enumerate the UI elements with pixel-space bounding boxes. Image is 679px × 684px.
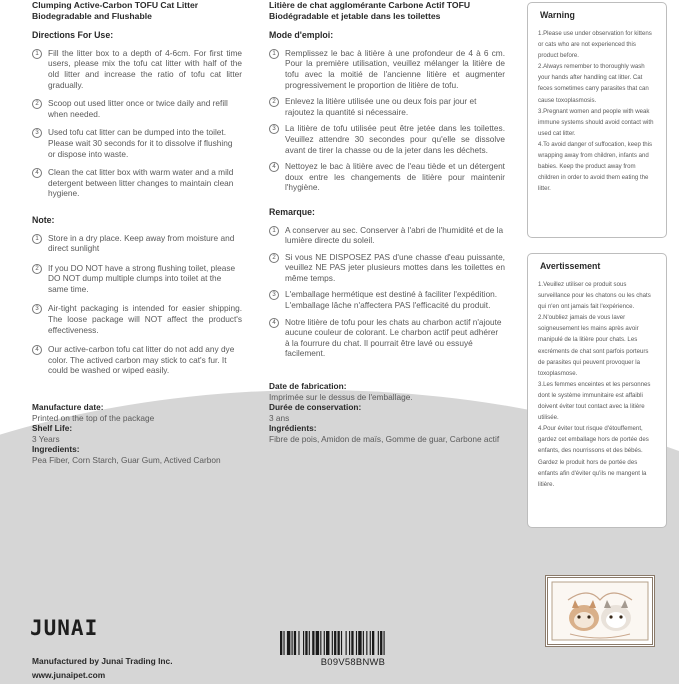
- barcode-bars-icon: [280, 631, 426, 655]
- cat-stamp-illustration: [545, 575, 655, 647]
- barcode-bar: [378, 631, 379, 655]
- avertissement-title: Avertissement: [540, 261, 601, 271]
- fr-ingredients-label: Ingrédients:: [269, 423, 317, 434]
- fr-shelf-value: 3 ans: [269, 412, 290, 423]
- fr-manufacture-value: Imprimée sur le dessus de l'emballage.: [269, 391, 413, 402]
- en-title-line2: Biodegradable and Flushable: [32, 10, 152, 21]
- en-note-text: Air-tight packaging is intended for easier shipping. The loose package will NOT affect the product's effectiveness.: [48, 303, 242, 335]
- barcode-bar: [384, 631, 385, 655]
- fr-direction-text: Enlevez la litière utilisée une ou deux fois par jour et rajoutez la quantité si nécessaire.: [285, 96, 477, 117]
- en-note-text: If you DO NOT have a strong flushing toilet, please DO NOT dump multiple clumps into toilet at the same time.: [48, 262, 236, 294]
- en-direction-text: Used tofu cat litter can be dumped into the toilet. Please wait 30 seconds for it to dissolve if flushing or dispose into waste.: [48, 127, 233, 159]
- barcode-bar: [356, 631, 357, 655]
- barcode: [280, 631, 426, 669]
- avertissement-item: 1.Veuillez utiliser ce produit sous surveillance pour les chatons ou les chats qui n'en ont jamais fait l'expérience.: [538, 281, 651, 311]
- english-column: [32, 0, 242, 466]
- barcode-bar: [380, 631, 382, 655]
- barcode-bar: [287, 631, 290, 655]
- en-direction-4: [32, 167, 242, 199]
- barcode-bar: [341, 631, 342, 655]
- website-text: www.junaipet.com: [32, 670, 106, 680]
- en-ingredients-value: Pea Fiber, Corn Starch, Guar Gum, Actived Carbon: [32, 455, 221, 465]
- avertissement-item: 2.N'oubliez jamais de vous laver soigneusement les mains après avoir manipulé de la litière pour chats. Les excréments de chat sont parfois porteurs de parasites qui peuvent provoquer la toxoplasmose.: [538, 314, 649, 377]
- fr-direction-3: [269, 123, 505, 155]
- en-direction-3: [32, 127, 242, 159]
- number-4-icon: 4: [269, 318, 279, 328]
- warning-title: Warning: [540, 10, 575, 20]
- en-directions-heading: Directions For Use:: [32, 30, 114, 41]
- warning-item: 3.Pregnant women and people with weak immune systems should avoid contact with used cat litter.: [538, 107, 654, 137]
- en-direction-text: Clean the cat litter box with warm water and a mild detergent between litter changes to maintain clean hygiene.: [48, 167, 234, 199]
- barcode-bar: [334, 631, 336, 655]
- avertissement-item: 4.Pour éviter tout risque d'étouffement, gardez cet emballage hors de portée des enfants, des nourrissons et des bébés. Gardez le produit hors de portée des enfants afin d'éviter qu'ils ne mangent la litière.: [538, 425, 649, 488]
- en-note-2: [32, 263, 242, 295]
- fr-direction-text: Nettoyez le bac à litière avec de l'eau tiède et un détergent doux entre les changements de litière pour maintenir l'hygiène.: [285, 161, 505, 193]
- number-1-icon: 1: [32, 234, 42, 244]
- barcode-bar: [280, 631, 282, 655]
- barcode-bar: [338, 631, 340, 655]
- number-2-icon: 2: [32, 264, 42, 274]
- junai-logo: JUNAI: [30, 616, 99, 640]
- barcode-bar: [349, 631, 350, 655]
- barcode-bar: [324, 631, 325, 655]
- en-note-3: [32, 303, 242, 335]
- fr-directions-heading: Mode d'emploi:: [269, 30, 334, 41]
- fr-direction-2: [269, 96, 505, 117]
- barcode-bar: [366, 631, 367, 655]
- french-column: [269, 0, 505, 445]
- barcode-number: B09V58BNWB: [320, 656, 386, 667]
- fr-note-text: A conserver au sec. Conserver à l'abri de l'humidité et de la lumière directe du soleil.: [285, 224, 504, 246]
- en-shelf-label: Shelf Life:: [32, 423, 73, 434]
- en-direction-2: [32, 98, 242, 119]
- warning-item: 4.To avoid danger of suffocation, keep this wrapping away from children, infants and babies. Keep the product away from children in order to avoid them eating the litter.: [538, 140, 653, 193]
- warning-item: 1.Please use under observation for kittens or cats who are not experienced this product before.: [538, 30, 652, 60]
- barcode-bar: [351, 631, 353, 655]
- number-1-icon: 1: [32, 49, 42, 59]
- fr-note-text: Si vous NE DISPOSEZ PAS d'une chasse d'eau puissante, veuillez NE PAS jeter plusieurs mottes dans les toilettes en même temps.: [285, 251, 505, 283]
- barcode-bar: [358, 631, 361, 655]
- fr-title-line1: Litière de chat agglomérante Carbone Actif TOFU: [269, 0, 471, 10]
- fr-direction-4: [269, 161, 505, 193]
- barcode-bar: [292, 631, 293, 655]
- en-direction-text: Scoop out used litter once or twice daily and refill when needed.: [48, 98, 228, 119]
- en-direction-1: [32, 48, 242, 90]
- fr-note-heading: Remarque:: [269, 206, 315, 217]
- en-note-4: [32, 344, 242, 376]
- fr-direction-1: [269, 48, 505, 90]
- fr-note-text: L'emballage hermétique est destiné à faciliter l'expédition. L'emballage lâche n'affectera PAS l'efficacité du produit.: [285, 289, 498, 311]
- fr-note-3: [269, 289, 505, 310]
- number-4-icon: 4: [32, 345, 42, 355]
- number-2-icon: 2: [269, 253, 279, 263]
- cats-icon: [548, 578, 652, 644]
- number-4-icon: 4: [269, 162, 279, 172]
- manufacturer-text: Manufactured by Junai Trading Inc.: [32, 656, 173, 666]
- barcode-bar: [363, 631, 364, 655]
- barcode-bar: [372, 631, 374, 655]
- barcode-bar: [320, 631, 321, 655]
- barcode-bar: [332, 631, 333, 655]
- fr-shelf-label: Durée de conservation:: [269, 402, 362, 413]
- number-1-icon: 1: [269, 49, 279, 59]
- fr-ingredients-value: Fibre de pois, Amidon de maïs, Gomme de guar, Carbone actif: [269, 434, 500, 444]
- barcode-bar: [312, 631, 314, 655]
- barcode-bar: [346, 631, 347, 655]
- number-3-icon: 3: [32, 304, 42, 314]
- en-manufacture-label: Manufacture date:: [32, 402, 104, 413]
- barcode-bar: [298, 631, 299, 655]
- number-2-icon: 2: [269, 97, 279, 107]
- barcode-bar: [316, 631, 319, 655]
- barcode-bar: [370, 631, 371, 655]
- barcode-bar: [303, 631, 304, 655]
- number-1-icon: 1: [269, 226, 279, 236]
- fr-title-line2: Biodégradable et jetable dans les toilettes: [269, 10, 441, 21]
- barcode-bar: [294, 631, 296, 655]
- fr-direction-text: La litière de tofu utilisée peut être jetée dans les toilettes. Veuillez attendre 30 secondes pour qu'elle se dissolve avant de tirer la chasse ou de la jeter dans les déchets.: [285, 123, 505, 155]
- en-note-heading: Note:: [32, 214, 55, 225]
- avertissement-box: [527, 253, 667, 528]
- fr-note-2: [269, 252, 505, 284]
- barcode-bar: [309, 631, 310, 655]
- en-title-line1: Clumping Active-Carbon TOFU Cat Litter: [32, 0, 199, 10]
- barcode-bar: [305, 631, 307, 655]
- fr-note-1: [269, 225, 505, 246]
- number-4-icon: 4: [32, 168, 42, 178]
- warning-box: [527, 2, 667, 238]
- en-shelf-value: 3 Years: [32, 433, 60, 444]
- en-note-text: Store in a dry place. Keep away from moisture and direct sunlight: [48, 232, 235, 254]
- number-3-icon: 3: [269, 124, 279, 134]
- fr-note-text: Notre litière de tofu pour les chats au charbon actif n'ajoute aucune couleur de colorant. Le charbon actif peut adhérer à la fourrure du chat. Il pourrait être lavé ou essuyé facilement.: [285, 316, 502, 359]
- en-note-1: [32, 233, 242, 254]
- fr-note-4: [269, 317, 505, 359]
- number-3-icon: 3: [32, 128, 42, 138]
- warning-item: 2.Always remember to thoroughly wash your hands after handling cat litter. Cat feces sometimes carry parasites that can cause toxoplasmosis.: [538, 63, 649, 104]
- avertissement-item: 3.Les femmes enceintes et les personnes dont le système immunitaire est affaibli doivent éviter tout contact avec la litière utilisée.: [538, 380, 651, 422]
- en-manufacture-value: Printed on the top of the package: [32, 412, 155, 423]
- en-direction-text: Fill the litter box to a depth of 4-6cm. For first time users, please mix the tofu cat litter with half of the old litter and increase the ratio of tofu cat litter gradually.: [48, 47, 242, 90]
- barcode-bar: [326, 631, 329, 655]
- barcode-bar: [283, 631, 284, 655]
- en-ingredients-label: Ingredients:: [32, 444, 80, 455]
- number-3-icon: 3: [269, 290, 279, 300]
- fr-manufacture-label: Date de fabrication:: [269, 381, 347, 392]
- number-2-icon: 2: [32, 99, 42, 109]
- en-note-text: Our active-carbon tofu cat litter do not add any dye color. The actived carbon may stick to cat's fur. It could be washed or wiped easily.: [48, 344, 235, 376]
- fr-direction-text: Remplissez le bac à litière à une profondeur de 4 à 6 cm. Pour la première utilisation, veuillez mélanger la litière de tofu avec la moitié de l'ancienne litière et augmenter progressivement le proportion de litière de tofu.: [285, 47, 505, 90]
